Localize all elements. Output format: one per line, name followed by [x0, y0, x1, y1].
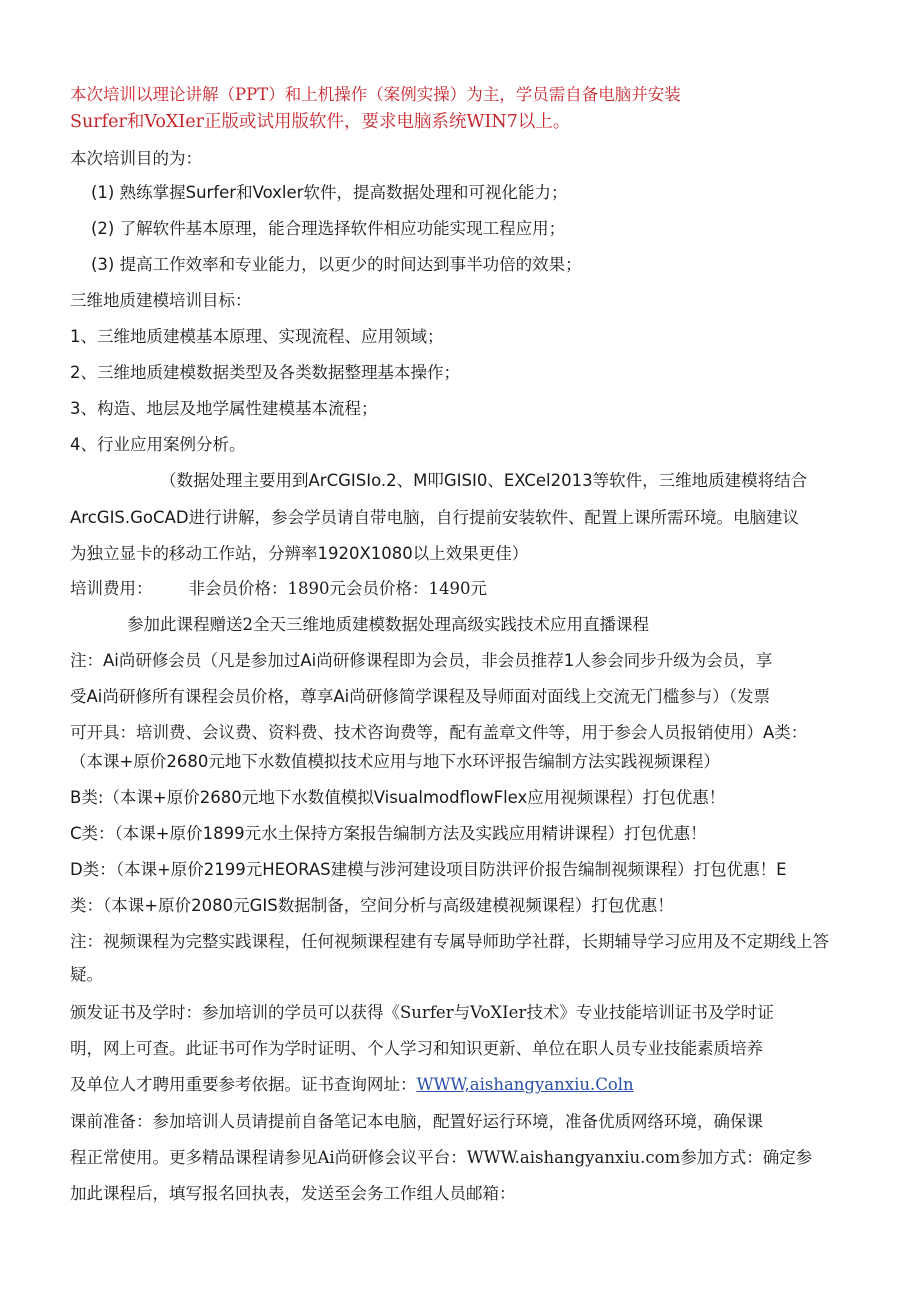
- package-b: B类:（本课+原价2680元地下水数值模拟VisualmodflowFlex应用视频课程）打包优惠！: [70, 788, 726, 807]
- member-note-line-3: 可开具：培训费、会议费、资料费、技术咨询费等，配有盖章文件等，用于参会人员报销使用）A类：: [70, 723, 808, 742]
- package-e: 类：（本课+原价2080元GIS数据制备，空间分析与高级建模视频课程）打包优惠！: [70, 896, 674, 915]
- intro-line-1: 本次培训以理论讲解（PPT）和上机操作（案例实操）为主，学员需自备电脑并安装: [70, 85, 681, 104]
- modeling-heading: 三维地质建模培训目标：: [70, 291, 252, 310]
- software-note-line-1: （数据处理主要用到ArCGISIo.2、M叩GISI0、EXCel2013等软件，三维地质建模将结合: [160, 471, 808, 490]
- software-note-line-2: ArcGIS.GoCAD进行讲解，参会学员请自带电脑，自行提前安装软件、配置上课所需环境。电脑建议: [70, 508, 800, 527]
- member-note-line-1: 注：Ai尚研修会员（凡是参加过Ai尚研修课程即为会员，非会员推荐1人参会同步升级为会员，享: [70, 651, 773, 670]
- certificate-line-3-prefix: 及单位人才聘用重要参考依据。证书查询网址：: [70, 1075, 417, 1094]
- fees-row: [70, 578, 487, 600]
- package-d: D类：（本课+原价2199元HEORAS建模与涉河建设项目防洪评价报告编制视频课程）打包优惠！E: [70, 860, 787, 879]
- certificate-line-3: [70, 1074, 634, 1096]
- modeling-item-1: 1、三维地质建模基本原理、实现流程、应用领域；: [70, 327, 444, 346]
- goals-heading: 本次培训目的为：: [70, 149, 202, 168]
- preparation-line-2: 程正常使用。更多精品课程请参见Ai尚研修会议平台：WWW.aishangyanxiu.com参加方式：确定参: [70, 1148, 813, 1167]
- certificate-query-link[interactable]: WWW,aishangyanxiu.Coln: [416, 1075, 634, 1094]
- package-c: C类：（本课+原价1899元水土保持方案报告编制方法及实践应用精讲课程）打包优惠！: [70, 824, 707, 843]
- goal-item-2: (2) 了解软件基本原理，能合理选择软件相应功能实现工程应用；: [91, 219, 566, 238]
- certificate-line-1: 颁发证书及学时：参加培训的学员可以获得《Surfer与VoXIer技术》专业技能培训证书及学时证: [70, 1003, 774, 1022]
- certificate-line-2: 明，网上可查。此证书可作为学时证明、个人学习和知识更新、单位在职人员专业技能素质培养: [70, 1039, 763, 1058]
- preparation-line-3: 加此课程后，填写报名回执表，发送至会务工作组人员邮箱：: [70, 1184, 516, 1203]
- goal-item-1: (1) 熟练掌握Surfer和Voxler软件，提高数据处理和可视化能力；: [91, 183, 568, 202]
- modeling-item-4: 4、行业应用案例分析。: [70, 435, 246, 454]
- goal-item-3: (3) 提高工作效率和专业能力，以更少的时间达到事半功倍的效果；: [91, 255, 582, 274]
- software-note-line-3: 为独立显卡的移动工作站，分辨率1920X1080以上效果更佳）: [70, 544, 529, 563]
- member-note-line-2: 受Ai尚研修所有课程会员价格，尊享Ai尚研修简学课程及导师面对面线上交流无门槛参与）（发票: [70, 687, 770, 706]
- modeling-item-2: 2、三维地质建模数据类型及各类数据整理基本操作；: [70, 363, 460, 382]
- fees-text: 非会员价格：1890元会员价格：1490元: [188, 579, 487, 598]
- video-note-line-1: 注：视频课程为完整实践课程，任何视频课程建有专属导师助学社群，长期辅导学习应用及不定期线上答: [70, 932, 829, 951]
- intro-line-2: Surfer和VoXIer正版或试用版软件，要求电脑系统WIN7以上。: [70, 112, 571, 132]
- modeling-item-3: 3、构造、地层及地学属性建模基本流程；: [70, 399, 378, 418]
- preparation-line-1: 课前准备：参加培训人员请提前自备笔记本电脑，配置好运行环境，准备优质网络环境，确保课: [70, 1112, 763, 1131]
- fees-label: 培训费用：: [70, 579, 153, 598]
- video-note-line-2: 疑。: [70, 965, 103, 984]
- bonus-course: 参加此课程赠送2全天三维地质建模数据处理高级实践技术应用直播课程: [127, 615, 649, 634]
- member-note-line-4: （本课+原价2680元地下水数值模拟技术应用与地下水环评报告编制方法实践视频课程）: [70, 752, 720, 771]
